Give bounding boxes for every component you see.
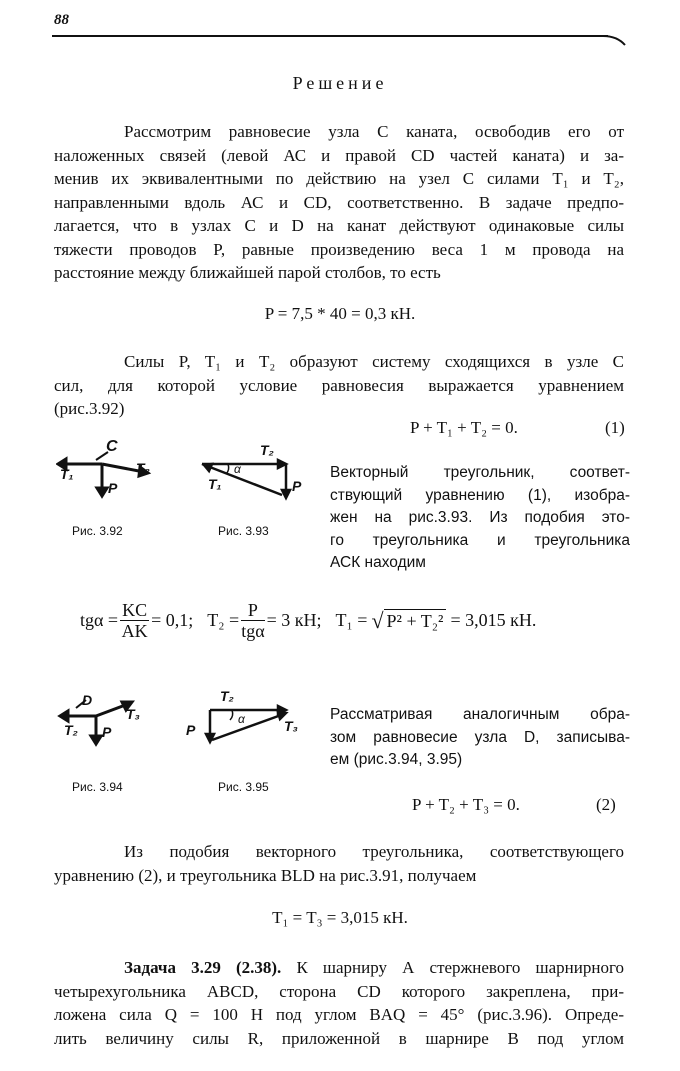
side-text-2: [330, 704, 630, 772]
label-t3: T₃: [284, 718, 298, 734]
figure-3-94: [56, 690, 166, 754]
text-line: зом равновесие узла D, записыва-: [330, 728, 630, 746]
part1-tail: = 0,1;: [151, 610, 194, 630]
fraction-numerator: KC: [122, 600, 148, 620]
t2-lhs: T₂ =: [207, 610, 240, 630]
label-t2: T₂: [64, 722, 78, 738]
fraction-denominator: AK: [121, 621, 148, 641]
caption-3-95: Рис. 3.95: [218, 780, 269, 794]
label-t1: T₁: [208, 476, 222, 492]
figure-3-93-drawing: [198, 440, 308, 504]
sqrt-body: P² + T₂²: [384, 609, 447, 632]
equation-t: T₁ = T₃ = 3,015 кН.: [272, 908, 408, 927]
text-line: ложена сила Q = 100 Н под углом BAQ = 45° (рис.3.96). Опреде-: [54, 1005, 624, 1024]
paragraph-1: [54, 120, 624, 285]
text-line: Силы P, T₁ и T₂ образуют систему сходящихся в узле С: [124, 352, 624, 371]
task-title: Задача 3.29 (2.38).: [124, 958, 282, 977]
fraction-numerator: P: [241, 600, 264, 621]
equation-1: P + T₁ + T₂ = 0.: [410, 418, 518, 437]
figure-3-93: [198, 440, 308, 504]
label-p: P: [292, 478, 302, 494]
text-line: тяжести проводов P, равные произведению веса 1 м провода на: [54, 239, 624, 259]
part3-tail: = 3,015 кН.: [450, 610, 537, 630]
formula-row: [80, 600, 536, 641]
text-line: уравнению (2), и треугольника BLD на рис.3.91, получаем: [54, 865, 477, 885]
label-t1: T₁: [60, 466, 74, 482]
label-d: D: [82, 692, 93, 708]
fraction-p-tg: [241, 600, 264, 641]
caption-3-94: Рис. 3.94: [72, 780, 123, 794]
text-line: ствующий уравнению (1), изобра-: [330, 486, 630, 504]
part2-tail: = 3 кН;: [266, 610, 322, 630]
header-rule: [52, 35, 608, 37]
task-first-line: К шарниру А стержневого шарнирного: [296, 958, 624, 977]
text-line: (рис.3.92): [54, 399, 125, 418]
text-line: сил, для которой условие равновесия выражается уравнением: [54, 375, 624, 395]
label-c: C: [106, 438, 118, 455]
text-line: Векторный треугольник, соответ-: [330, 464, 630, 481]
sqrt-sign: √: [371, 607, 384, 633]
label-alpha: α: [234, 462, 241, 476]
text-line: наложенных связей (левой АС и правой CD частей каната) и за-: [54, 145, 624, 165]
text-line: лагается, что в узлах С и D на канат действуют одинаковые силы: [54, 216, 624, 235]
equation-p: P = 7,5 * 40 = 0,3 кН.: [264, 304, 416, 323]
text-line: АСК находим: [330, 554, 426, 571]
task-paragraph: [54, 956, 624, 1050]
paragraph-2: [54, 350, 624, 421]
label-t2: T₂: [136, 460, 150, 476]
fraction-kc-ak: [120, 600, 149, 641]
label-t3: T₃: [126, 706, 140, 722]
text-line: Из подобия векторного треугольника, соответствующего: [124, 842, 624, 861]
label-t2: T₂: [220, 688, 234, 704]
caption-3-93: Рис. 3.93: [218, 524, 269, 538]
text-line: Рассмотрим равновесие узла С каната, освободив его от: [124, 122, 624, 141]
text-line: жен на рис.3.93. Из подобия это-: [330, 509, 630, 526]
text-line: четырехугольника ABCD, сторона CD которого закреплена, при-: [54, 981, 624, 1001]
label-t2: T₂: [260, 442, 274, 458]
text-line: [54, 956, 624, 980]
figure-3-95: [186, 688, 306, 752]
page-number: 88: [54, 12, 69, 28]
fraction-denominator: tgα: [241, 621, 265, 641]
equation-1-number: (1): [605, 418, 625, 437]
text-line: направленными вдоль АС и CD, соответственно. В задаче предпо-: [54, 192, 624, 212]
header-rule-tail: [603, 33, 627, 47]
paragraph-3: [54, 840, 624, 887]
label-alpha: α: [238, 712, 245, 726]
section-heading: Решение: [292, 73, 388, 93]
equation-2-number: (2): [596, 795, 616, 814]
text-line: го треугольника и треугольника: [330, 531, 630, 549]
label-p: P: [108, 480, 118, 496]
caption-3-92: Рис. 3.92: [72, 524, 123, 538]
text-line: менив их эквивалентными по действию на узел С силами T₁ и T₂,: [54, 169, 624, 188]
text-line: Рассматривая аналогичным обра-: [330, 706, 630, 723]
equation-2: P + T₂ + T₃ = 0.: [412, 795, 520, 814]
text-line: лить величину силы R, приложенной в шарнире В под углом: [54, 1028, 624, 1048]
side-text-1: [330, 462, 630, 575]
text-line: расстояние между ближайшей парой столбов, то есть: [54, 263, 441, 282]
t1-lhs: T₁ =: [335, 610, 368, 630]
text-line: ем (рис.3.94, 3.95): [330, 751, 463, 768]
label-p: P: [102, 724, 112, 740]
tg-lhs: tgα =: [80, 610, 119, 630]
label-p: P: [186, 722, 196, 738]
figure-3-92: [56, 440, 166, 504]
